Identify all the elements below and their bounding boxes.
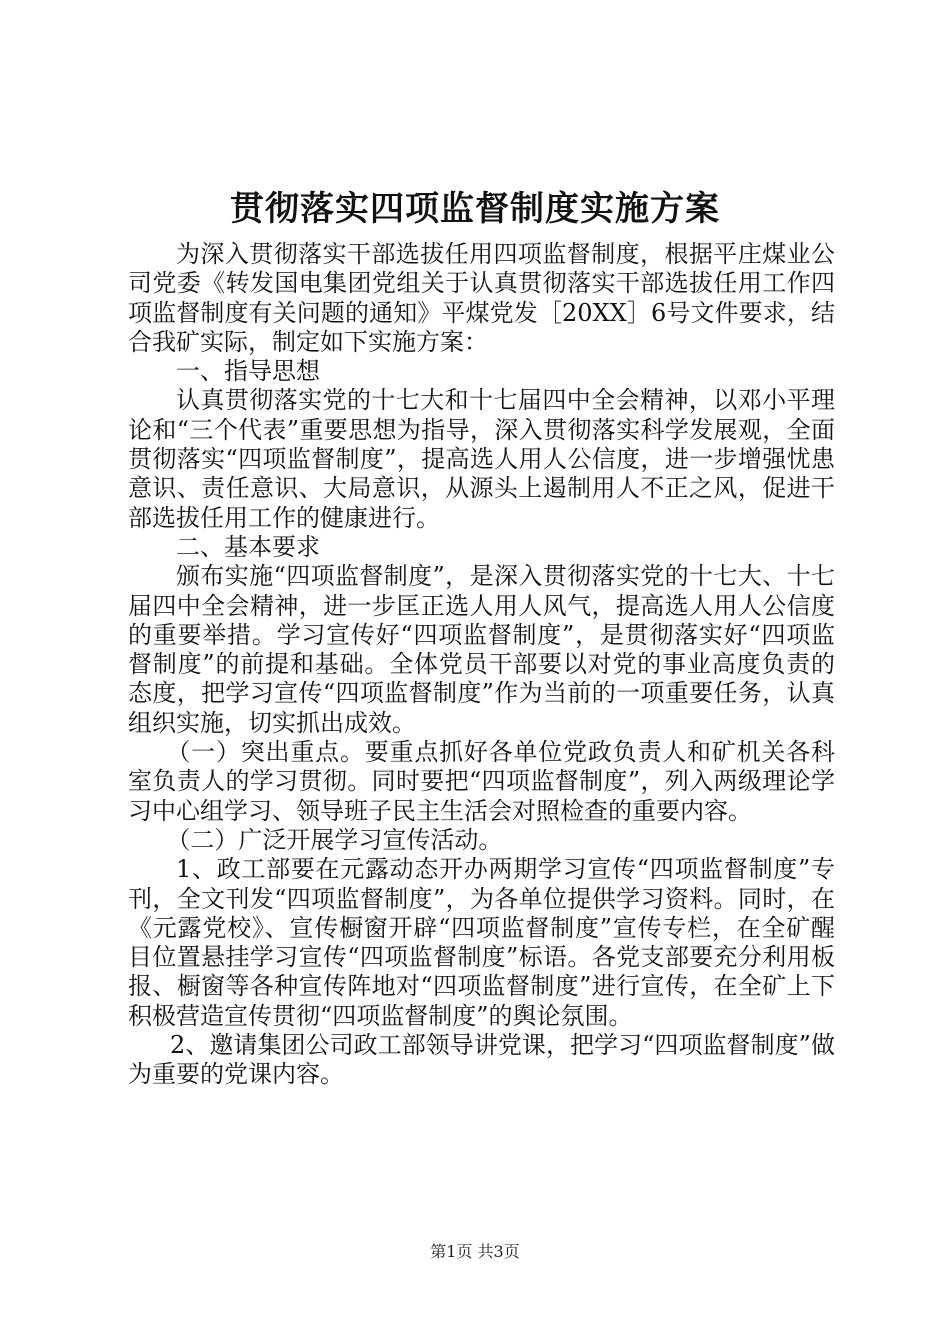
basic-requirements-paragraph: 颁布实施“四项监督制度”，是深入贯彻落实党的十七大、十七届四中全会精神，进一步匡正选人用人风气，提高选人用人公信度的重要举措。学习宣传好“四项监督制度”，是贯彻落实好“四项监督制度”的前提和基础。全体党员干部要以对党的事业高度负责的态度，把学习宣传“四项监督制度”作为当前的一项重要任务，认真组织实施，切实抓出成效。 [128, 562, 835, 737]
page-footer: 第1页 共3页 [430, 1242, 520, 1261]
subsection-focus-paragraph: （一）突出重点。要重点抓好各单位党政负责人和矿机关各科室负责人的学习贯彻。同时要把“四项监督制度”，列入两级理论学习中心组学习、领导班子民主生活会对照检查的重要内容。 [128, 738, 835, 825]
document-body [128, 240, 835, 1090]
section-heading-basic-requirements: 二、基本要求 [176, 532, 320, 561]
intro-paragraph: 为深入贯彻落实干部选拔任用四项监督制度，根据平庄煤业公司党委《转发国电集团党组关于认真贯彻落实干部选拔任用工作四项监督制度有关问题的通知》平煤党发［20XX］6号文件要求，结合我矿实际，制定如下实施方案： [128, 240, 835, 356]
subsection-publicity-heading: （二）广泛开展学习宣传活动。 [166, 825, 503, 854]
document-title: 贯彻落实四项监督制度实施方案 [230, 189, 720, 229]
item-2-paragraph: 2、邀请集团公司政工部领导讲党课，把学习“四项监督制度”做为重要的党课内容。 [128, 1031, 835, 1089]
section-heading-guiding-ideology: 一、指导思想 [176, 357, 320, 386]
item-1-paragraph: 1、政工部要在元露动态开办两期学习宣传“四项监督制度”专刊，全文刊发“四项监督制度”，为各单位提供学习资料。同时，在《元露党校》、宣传橱窗开辟“四项监督制度”宣传专栏，在全矿醒目位置悬挂学习宣传“四项监督制度”标语。各党支部要充分利用板报、橱窗等各种宣传阵地对“四项监督制度”进行宣传，在全矿上下积极营造宣传贯彻“四项监督制度”的舆论氛围。 [128, 855, 835, 1030]
guiding-ideology-paragraph: 认真贯彻落实党的十七大和十七届四中全会精神，以邓小平理论和“三个代表”重要思想为指导，深入贯彻落实科学发展观，全面贯彻落实“四项监督制度”，提高选人用人公信度，进一步增强忧患意识、责任意识、大局意识，从源头上遏制用人不正之风，促进干部选拔任用工作的健康进行。 [128, 386, 835, 532]
